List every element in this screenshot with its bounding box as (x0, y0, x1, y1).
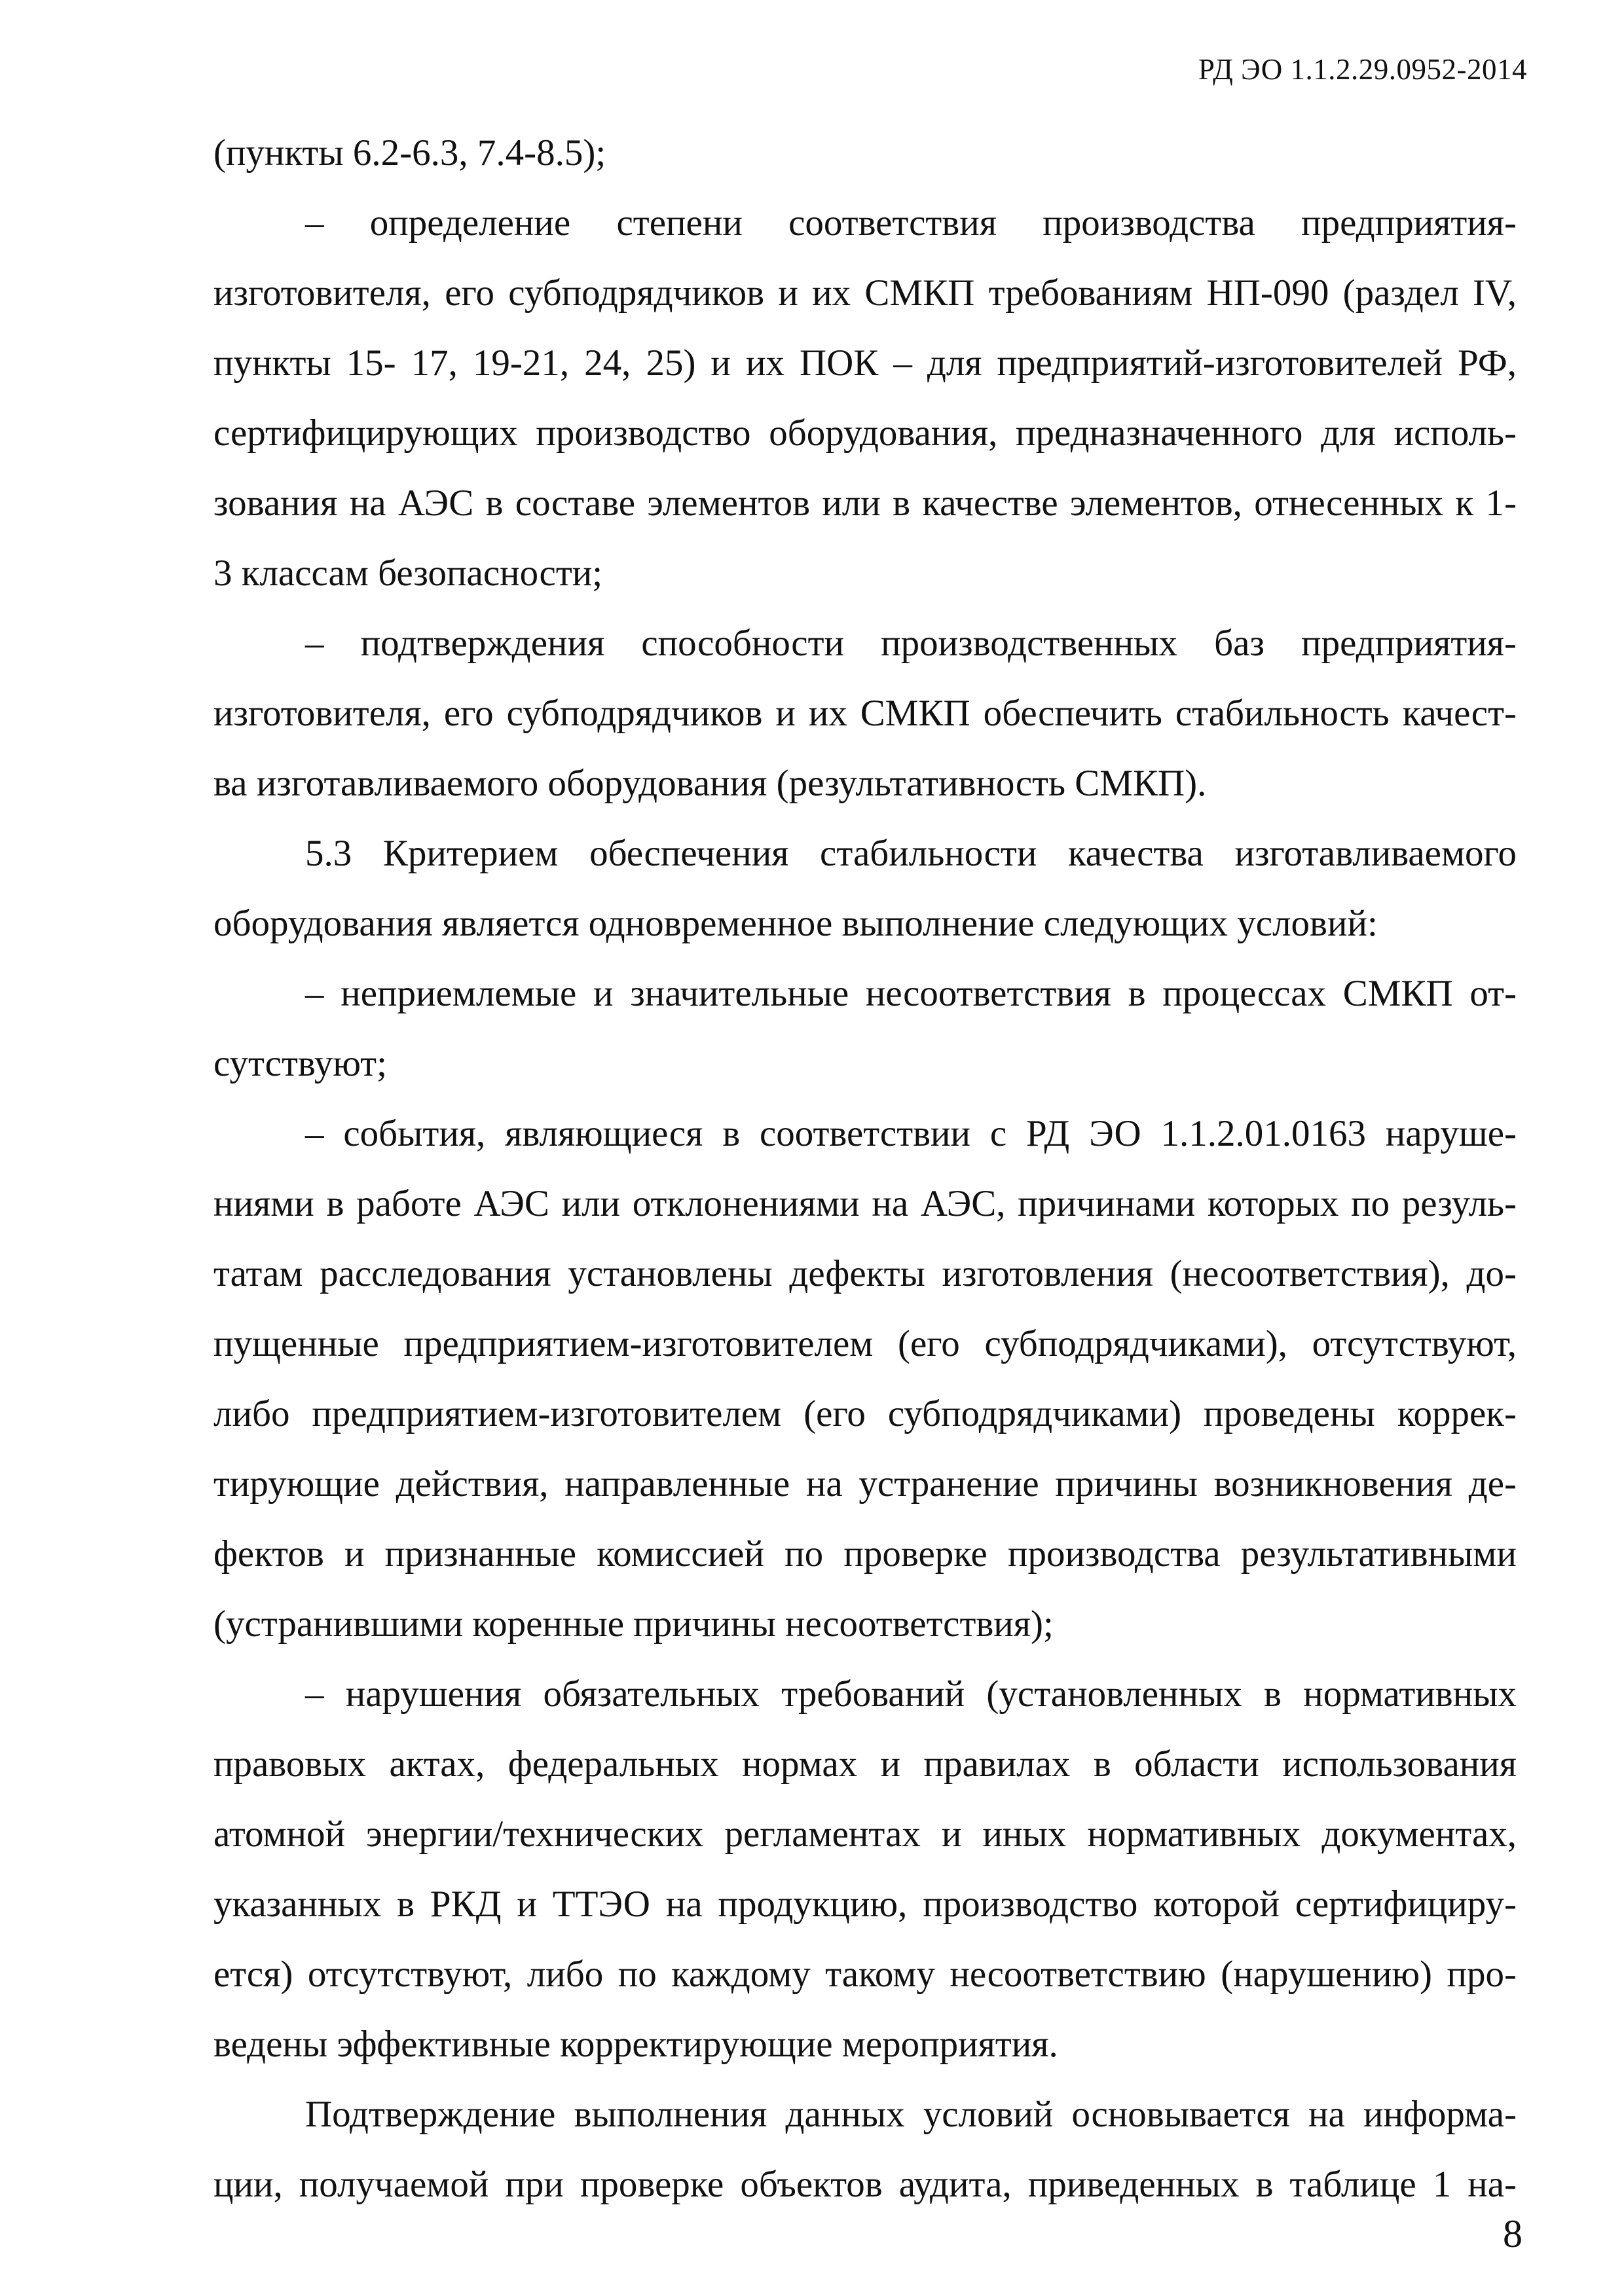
text-line: ва изготавливаемого оборудования (результативность СМКП). (213, 763, 1207, 804)
text-line: (устранившими коренные причины несоответствия); (213, 1603, 1054, 1645)
text-line: – нарушения обязательных требований (установленных в нормативных (305, 1673, 1517, 1715)
text-line: – определение степени соответствия производства предприятия- (305, 202, 1517, 244)
text-line: – события, являющиеся в соответствии с РД ЭО 1.1.2.01.0163 наруше- (305, 1113, 1517, 1154)
text-line: пункты 15- 17, 19-21, 24, 25) и их ПОК – для предприятий-изготовителей РФ, (213, 342, 1517, 384)
text-line: сутствуют; (213, 1043, 387, 1084)
text-line: атомной энергии/технических регламентах и иных нормативных документах, (213, 1813, 1517, 1855)
text-line: 3 классам безопасности; (213, 553, 603, 594)
text-line: 5.3 Критерием обеспечения стабильности качества изготавливаемого (305, 833, 1517, 874)
text-line: либо предприятием-изготовителем (его субподрядчиками) проведены коррек- (213, 1393, 1517, 1434)
text-line: татам расследования установлены дефекты изготовления (несоответствия), до- (213, 1253, 1517, 1294)
text-line: Подтверждение выполнения данных условий основывается на информа- (305, 2094, 1517, 2135)
text-line: – неприемлемые и значительные несоответствия в процессах СМКП от- (305, 973, 1517, 1014)
document-body (213, 118, 1517, 2219)
text-line: указанных в РКД и ТТЭО на продукцию, производство которой сертифициру- (213, 1884, 1517, 1925)
text-line: зования на АЭС в составе элементов или в качестве элементов, отнесенных к 1- (213, 483, 1517, 524)
text-line: ведены эффективные корректирующие мероприятия. (213, 2024, 1058, 2065)
text-line: пущенные предприятием-изготовителем (его субподрядчиками), отсутствуют, (213, 1323, 1517, 1364)
text-line: сертифицирующих производство оборудования, предназначенного для исполь- (213, 412, 1517, 454)
text-line: фектов и признанные комиссией по проверке производства результативными (213, 1533, 1517, 1575)
text-line: (пункты 6.2-6.3, 7.4-8.5); (213, 132, 606, 173)
document-code: РД ЭО 1.1.2.29.0952-2014 (1198, 53, 1527, 86)
text-line: ции, получаемой при проверке объектов аудита, приведенных в таблице 1 на- (213, 2164, 1517, 2205)
page-number: 8 (1503, 2212, 1522, 2255)
text-line: правовых актах, федеральных нормах и правилах в области использования (213, 1743, 1517, 1785)
text-line: – подтверждения способности производственных баз предприятия- (305, 623, 1517, 664)
text-line: ется) отсутствуют, либо по каждому такому несоответствию (нарушению) про- (213, 1954, 1517, 1995)
text-line: тирующие действия, направленные на устранение причины возникновения де- (213, 1463, 1517, 1504)
text-line: изготовителя, его субподрядчиков и их СМКП требованиям НП-090 (раздел IV, (213, 272, 1517, 314)
text-line: изготовителя, его субподрядчиков и их СМКП обеспечить стабильность качест- (213, 693, 1517, 734)
text-line: оборудования является одновременное выполнение следующих условий: (213, 903, 1378, 944)
text-line: ниями в работе АЭС или отклонениями на АЭС, причинами которых по резуль- (213, 1183, 1517, 1224)
